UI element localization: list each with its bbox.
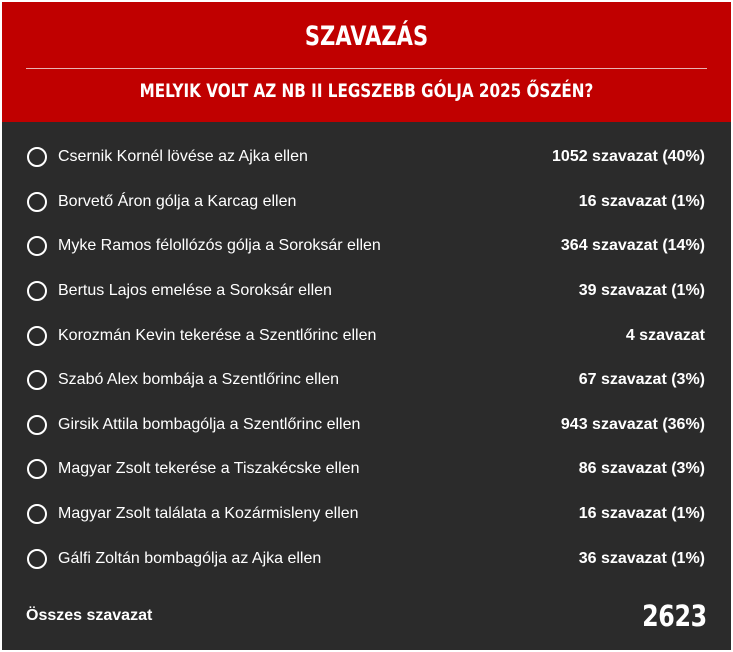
poll-widget <box>2 2 731 650</box>
option-label: Borvető Áron gólja a Karcag ellen <box>58 192 297 210</box>
radio-circle-icon[interactable] <box>27 192 47 212</box>
total-votes-value: 2623 <box>642 599 707 633</box>
poll-option-2[interactable] <box>2 180 731 225</box>
option-votes: 86 szavazat (3%) <box>578 460 705 478</box>
option-votes: 364 szavazat (14%) <box>560 237 705 255</box>
option-label: Myke Ramos félollózós gólja a Soroksár ellen <box>58 237 381 255</box>
option-label: Szabó Alex bombája a Szentlőrinc ellen <box>58 371 340 389</box>
poll-title: SZAVAZÁS <box>304 21 429 52</box>
radio-circle-icon[interactable] <box>27 415 47 435</box>
option-votes: 943 szavazat (36%) <box>560 415 705 433</box>
option-label: Magyar Zsolt találata a Kozármisleny ellen <box>58 505 359 523</box>
option-votes: 16 szavazat (1%) <box>578 192 705 210</box>
poll-header <box>2 2 731 122</box>
radio-circle-icon[interactable] <box>27 281 47 301</box>
option-votes: 16 szavazat (1%) <box>578 505 705 523</box>
poll-question: MELYIK VOLT AZ NB II LEGSZEBB GÓLJA 2025 ŐSZÉN? <box>139 80 594 102</box>
poll-footer <box>2 582 731 650</box>
option-votes: 1052 szavazat (40%) <box>552 148 705 166</box>
poll-option-3[interactable] <box>2 224 731 269</box>
poll-option-5[interactable] <box>2 313 731 358</box>
poll-option-6[interactable] <box>2 358 731 403</box>
option-label: Magyar Zsolt tekerése a Tiszakécske ellen <box>58 460 360 478</box>
poll-option-7[interactable] <box>2 403 731 448</box>
option-votes: 39 szavazat (1%) <box>578 282 705 300</box>
poll-option-1[interactable] <box>2 135 731 180</box>
option-label: Csernik Kornél lövése az Ajka ellen <box>58 148 308 166</box>
option-label: Gálfi Zoltán bombagólja az Ajka ellen <box>58 549 322 567</box>
option-votes: 67 szavazat (3%) <box>578 371 705 389</box>
radio-circle-icon[interactable] <box>27 459 47 479</box>
poll-options <box>2 122 731 581</box>
radio-circle-icon[interactable] <box>27 326 47 346</box>
option-label: Girsik Attila bombagólja a Szentlőrinc ellen <box>58 415 361 433</box>
radio-circle-icon[interactable] <box>27 549 47 569</box>
total-votes-label: Összes szavazat <box>26 607 153 624</box>
option-label: Korozmán Kevin tekerése a Szentlőrinc ellen <box>58 326 377 344</box>
radio-circle-icon[interactable] <box>27 370 47 390</box>
poll-option-10[interactable] <box>2 536 731 581</box>
poll-option-4[interactable] <box>2 269 731 314</box>
radio-circle-icon[interactable] <box>27 147 47 167</box>
radio-circle-icon[interactable] <box>27 236 47 256</box>
option-votes: 36 szavazat (1%) <box>578 549 705 567</box>
radio-circle-icon[interactable] <box>27 504 47 524</box>
poll-option-8[interactable] <box>2 447 731 492</box>
poll-option-9[interactable] <box>2 492 731 537</box>
option-votes: 4 szavazat <box>625 326 705 344</box>
option-label: Bertus Lajos emelése a Soroksár ellen <box>58 282 332 300</box>
